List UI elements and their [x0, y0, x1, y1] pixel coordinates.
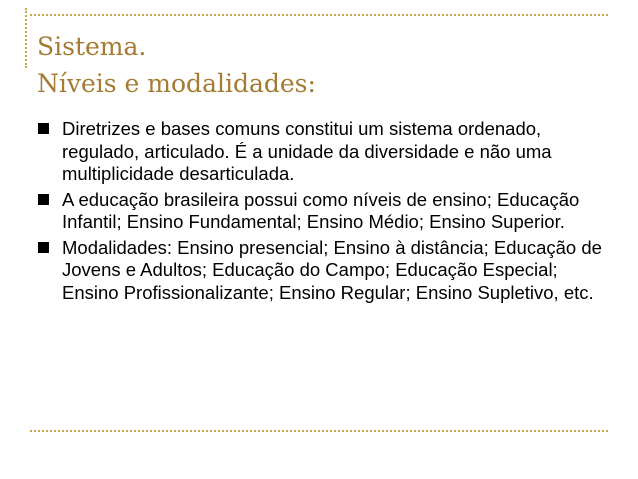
square-bullet-icon [38, 194, 49, 205]
square-bullet-icon [38, 123, 49, 134]
square-bullet-icon [38, 242, 49, 253]
slide-title [37, 28, 316, 102]
bullet-item-modalities [37, 237, 617, 305]
bullet-list [37, 118, 617, 307]
bullet-item-levels [37, 189, 617, 234]
slide-title-line-2: Níveis e modalidades: [37, 69, 316, 98]
bullet-text: A educação brasileira possui como níveis de ensino; Educação Infantil; Ensino Fundamental; Ensino Médio; Ensino Superior. [62, 188, 580, 232]
decorative-vertical-line [25, 8, 27, 68]
bullet-item-directives [37, 118, 617, 186]
bullet-text: Modalidades: Ensino presencial; Ensino à distância; Educação de Jovens e Adultos; Educação do Campo; Educação Especial; Ensino Profissionalizante; Ensino Regular; Ensino Supletivo, etc. [62, 236, 602, 303]
bullet-text: Diretrizes e bases comuns constitui um sistema ordenado, regulado, articulado. É a unidade da diversidade e não uma multiplicidade desarticulada. [62, 118, 552, 184]
decorative-top-line [30, 14, 608, 16]
slide-title-line-1: Sistema. [37, 32, 147, 61]
decorative-bottom-line [30, 430, 608, 432]
